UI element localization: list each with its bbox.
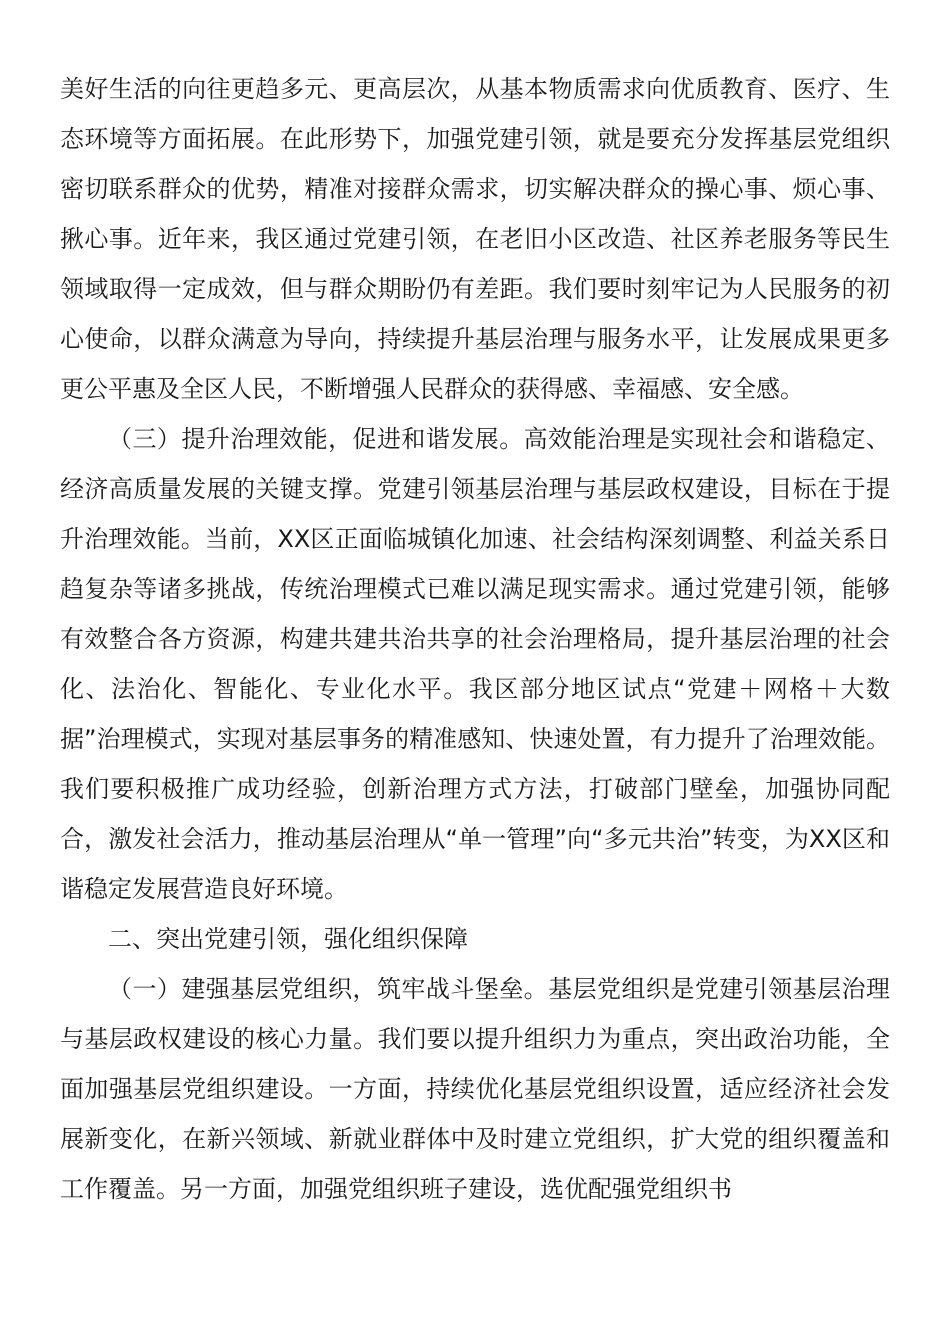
paragraph-continuation: 美好生活的向往更趋多元、更高层次，从基本物质需求向优质教育、医疗、生态环境等方面拓展。在此形势下，加强党建引领，就是要充分发挥基层党组织密切联系群众的优势，精准对接群众需求，切实解决群众的操心事、烦心事、揪心事。近年来，我区通过党建引领，在老旧小区改造、社区养老服务等民生领域取得一定成效，但与群众期盼仍有差距。我们要时刻牢记为人民服务的初心使命，以群众满意为导向，持续提升基层治理与服务水平，让发展成果更多更公平惠及全区人民，不断增强人民群众的获得感、幸福感、安全感。 [60, 75, 890, 403]
document-page [60, 64, 890, 1214]
paragraph-section-one: （一）建强基层党组织，筑牢战斗堡垒。基层党组织是党建引领基层治理与基层政权建设的核心力量。我们要以提升组织力为重点，突出政治功能，全面加强基层党组织建设。一方面，持续优化基层党组织设置，适应经济社会发展新变化，在新兴领域、新就业群体中及时建立党组织，扩大党的组织覆盖和工作覆盖。另一方面，加强党组织班子建设，选优配强党组织书 [60, 975, 890, 1203]
section-heading-two: 二、突出党建引领，强化组织保障 [108, 925, 468, 953]
paragraph-section-three: （三）提升治理效能，促进和谐发展。高效能治理是实现社会和谐稳定、经济高质量发展的关键支撑。党建引领基层治理与基层政权建设，目标在于提升治理效能。当前，XX区正面临城镇化加速、社会结构深刻调整、利益关系日趋复杂等诸多挑战，传统治理模式已难以满足现实需求。通过党建引领，能够有效整合各方资源，构建共建共治共享的社会治理格局，提升基层治理的社会化、法治化、智能化、专业化水平。我区部分地区试点“党建＋网格＋大数据”治理模式，实现对基层事务的精准感知、快速处置，有力提升了治理效能。我们要积极推广成功经验，创新治理方式方法，打破部门壁垒，加强协同配合，激发社会活力，推动基层治理从“单一管理”向“多元共治”转变，为XX区和谐稳定发展营造良好环境。 [60, 425, 890, 903]
